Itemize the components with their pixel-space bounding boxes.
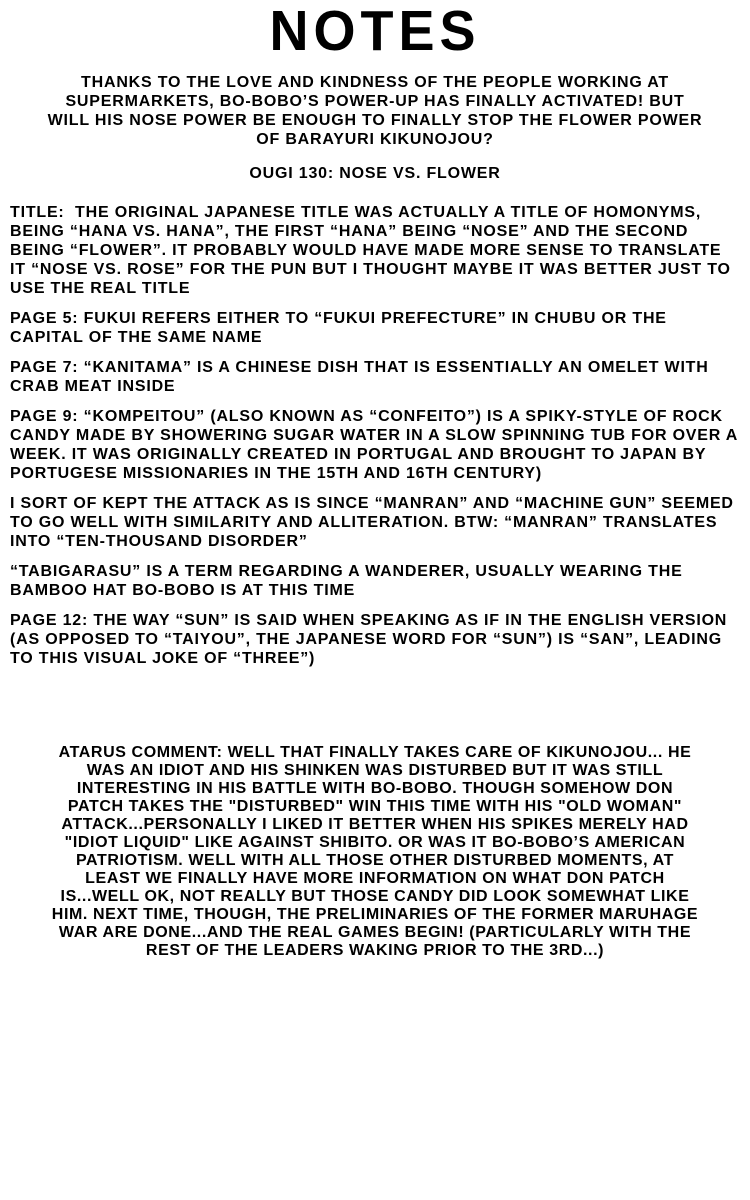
note-page-7: PAGE 7: “KANITAMA” IS A CHINESE DISH THAT IS ESSENTIALLY AN OMELET WITH CRAB MEAT INSIDE <box>10 359 714 395</box>
note-page-12: PAGE 12: THE WAY “SUN” IS SAID WHEN SPEAKING AS IF IN THE ENGLISH VERSION (AS OPPOSED TO “TAIYOU”, THE JAPANESE WORD FOR “SUN”) IS “SAN”, LEADING TO THIS VISUAL JOKE OF “THREE”) <box>10 612 733 667</box>
note-tabigarasu: “TABIGARASU” IS A TERM REGARDING A WANDERER, USUALLY WEARING THE BAMBOO HAT BO-BOBO IS AT THIS TIME <box>10 563 688 599</box>
note-page-5: PAGE 5: FUKUI REFERS EITHER TO “FUKUI PREFECTURE” IN CHUBU OR THE CAPITAL OF THE SAME NAME <box>10 310 673 346</box>
page-title: NOTES <box>269 0 481 63</box>
note-page-9: PAGE 9: “KOMPEITOU” (ALSO KNOWN AS “CONFEITO”) IS A SPIKY-STYLE OF ROCK CANDY MADE BY SHOWERING SUGAR WATER IN A SLOW SPINNING TUB FOR OVER A WEEK. IT WAS ORIGINALLY CREATED IN PORTUGAL AND BROUGHT TO JAPAN BY PORTUGESE MISSIONARIES IN THE 15TH AND 16TH CENTURY) <box>10 408 743 482</box>
intro-text: THANKS TO THE LOVE AND KINDNESS OF THE PEOPLE WORKING AT SUPERMARKETS, BO-BOBO’S POWER-UP HAS FINALLY ACTIVATED! BUT WILL HIS NOSE POWER BE ENOUGH TO FINALLY STOP THE FLOWER POWER OF BARAYURI KIKUNOJOU? <box>47 74 703 148</box>
note-title-translation: TITLE: THE ORIGINAL JAPANESE TITLE WAS ACTUALLY A TITLE OF HOMONYMS, BEING “HANA VS. HANA”, THE FIRST “HANA” BEING “NOSE” AND THE SECOND BEING “FLOWER”. IT PROBABLY WOULD HAVE MADE MORE SENSE TO TRANSLATE IT “NOSE VS. ROSE” FOR THE PUN BUT I THOUGHT MAYBE IT WAS BETTER JUST TO USE THE REAL TITLE <box>10 204 737 297</box>
chapter-heading: OUGI 130: NOSE VS. FLOWER <box>249 165 501 182</box>
note-attack-name: I SORT OF KEPT THE ATTACK AS IS SINCE “MANRAN” AND “MACHINE GUN” SEEMED TO GO WELL WITH SIMILARITY AND ALLITERATION. BTW: “MANRAN” TRANSLATES INTO “TEN-THOUSAND DISORDER” <box>10 495 740 550</box>
translator-comment: ATARUS COMMENT: WELL THAT FINALLY TAKES CARE OF KIKUNOJOU... HE WAS AN IDIOT AND HIS SHINKEN WAS DISTURBED BUT IT WAS STILL INTERESTING IN HIS BATTLE WITH BO-BOBO. THOUGH SOMEHOW DON PATCH TAKES THE "DISTURBED" WIN THIS TIME WITH HIS "OLD WOMAN" ATTACK...PERSONALLY I LIKED IT BETTER WHEN HIS SPIKES MERELY HAD "IDIOT LIQUID" LIKE AGAINST SHIBITO. OR WAS IT BO-BOBO’S AMERICAN PATRIOTISM. WELL WITH ALL THOSE OTHER DISTURBED MOMENTS, AT LEAST WE FINALLY HAVE MORE INFORMATION ON WHAT DON PATCH IS...WELL OK, NOT REALLY BUT THOSE CANDY DID LOOK SOMEWHAT LIKE HIM. NEXT TIME, THOUGH, THE PRELIMINARIES OF THE FORMER MARUHAGE WAR ARE DONE...AND THE REAL GAMES BEGIN! (PARTICULARLY WITH THE REST OF THE LEADERS WAKING PRIOR TO THE 3RD...) <box>51 744 699 959</box>
notes-list <box>10 203 743 668</box>
